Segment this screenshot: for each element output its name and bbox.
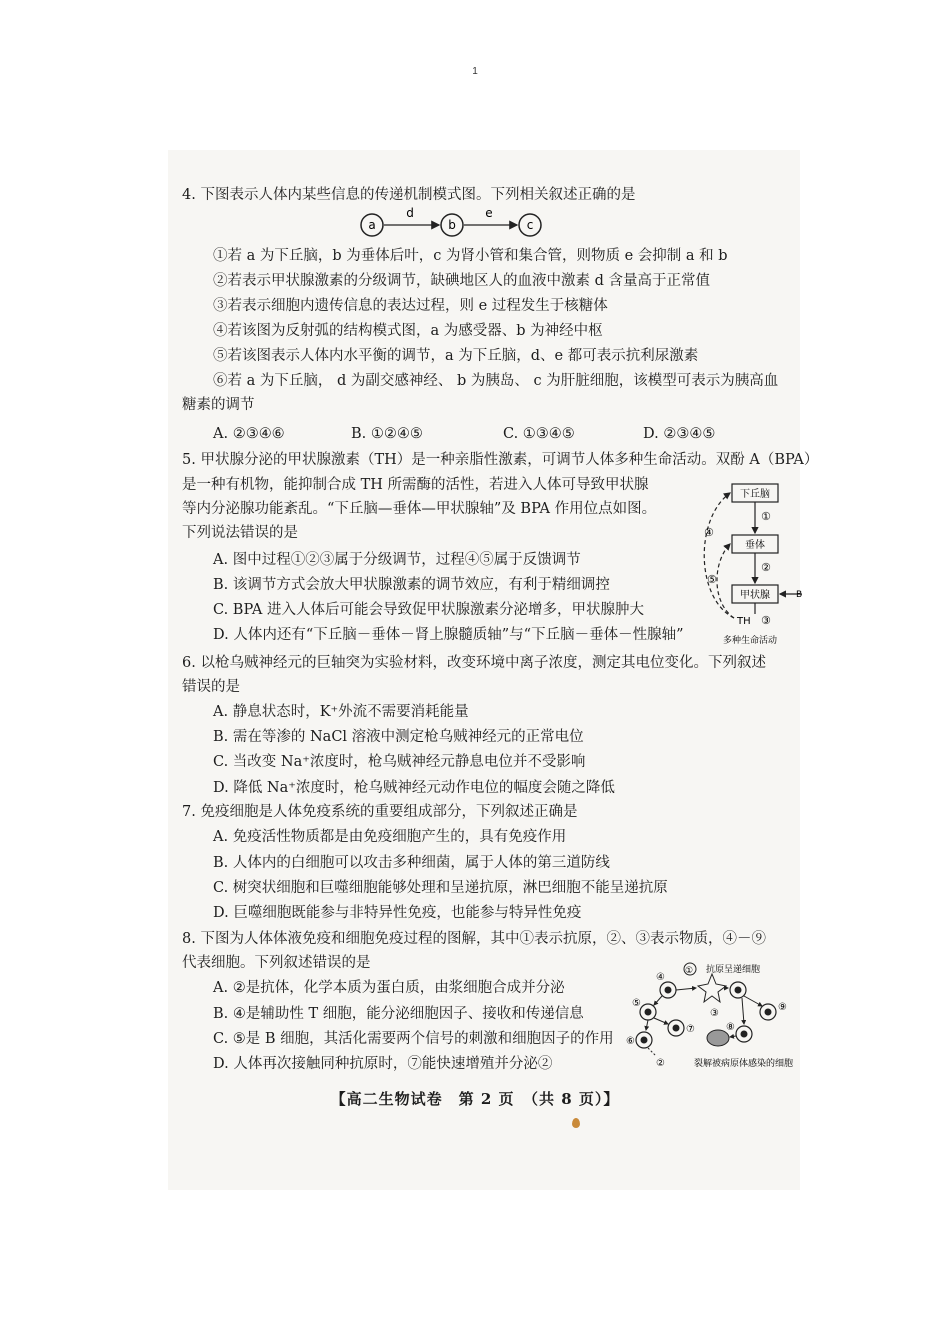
page-footer: 【高二生物试卷 第 2 页 （共 8 页）】 <box>330 1090 620 1108</box>
q5-hpt-axis-diagram <box>690 478 805 650</box>
q7-option-c[interactable]: C. 树突状细胞和巨噬细胞能够处理和呈递抗原，淋巴细胞不能呈递抗原 <box>213 880 668 896</box>
q7-option-d[interactable]: D. 巨噬细胞既能参与非特异性免疫，也能参与特异性免疫 <box>213 905 582 921</box>
q4-arrow-d-label: d <box>406 206 414 220</box>
q4-choice-a[interactable]: A. ②③④⑥ <box>213 426 285 442</box>
q4-choice-c[interactable]: C. ①③④⑤ <box>503 426 575 442</box>
q8-stem-2: 代表细胞。下列叙述错误的是 <box>182 955 371 971</box>
thyroid-label: 甲状腺 <box>740 590 770 601</box>
q4-item-3: ③若表示细胞内遗传信息的表达过程，则 e 过程发生于核糖体 <box>213 298 608 314</box>
q5-stem-3: 等内分泌腺功能紊乱。“下丘脑—垂体—甲状腺轴”及 BPA 作用位点如图。 <box>182 501 657 517</box>
q6-option-a[interactable]: A. 静息状态时，K⁺外流不需要消耗能量 <box>213 704 469 720</box>
svg-text:③: ③ <box>761 614 771 627</box>
bpa-label: B <box>796 590 803 600</box>
svg-text:⑨: ⑨ <box>778 1002 787 1013</box>
page-number: 1 <box>472 66 478 77</box>
q5-stem-4: 下列说法错误的是 <box>182 525 298 541</box>
q8-stem-1: 8. 下图为人体体液免疫和细胞免疫过程的图解，其中①表示抗原，②、③表示物质，④－⑨ <box>182 931 766 947</box>
lysis-label: 裂解被病原体感染的细胞 <box>694 1059 794 1069</box>
q4-item-2: ②若表示甲状腺激素的分级调节，缺碘地区人的血液中激素 d 含量高于正常值 <box>213 273 710 289</box>
q4-choice-d[interactable]: D. ②③④⑤ <box>643 426 716 442</box>
q8-option-b[interactable]: B. ④是辅助性 T 细胞，能分泌细胞因子、接收和传递信息 <box>213 1006 584 1022</box>
q6-stem-2: 错误的是 <box>182 679 240 695</box>
q6-option-d[interactable]: D. 降低 Na⁺浓度时，枪乌贼神经元动作电位的幅度会随之降低 <box>213 780 615 796</box>
svg-text:④: ④ <box>704 526 714 539</box>
q4-node-a-label: a <box>368 218 376 232</box>
q5-stem-1: 5. 甲状腺分泌的甲状腺激素（TH）是一种亲脂性激素，可调节人体多种生命活动。双酚 A（BPA） <box>182 452 819 468</box>
activity-label: 多种生命活动 <box>722 636 778 646</box>
q6-stem-1: 6. 以枪乌贼神经元的巨轴突为实验材料，改变环境中离子浓度，测定其电位变化。下列叙述 <box>182 655 766 671</box>
svg-text:①: ① <box>685 966 694 976</box>
q8-option-d[interactable]: D. 人体再次接触同种抗原时，⑦能快速增殖并分泌② <box>213 1056 553 1072</box>
th-label: TH <box>737 616 751 627</box>
svg-text:③: ③ <box>710 1008 719 1019</box>
q4-item-1: ①若 a 为下丘脑，b 为垂体后叶，c 为肾小管和集合管，则物质 e 会抑制 a 和 b <box>213 248 728 264</box>
q4-choice-b[interactable]: B. ①②④⑤ <box>351 426 423 442</box>
svg-text:⑤: ⑤ <box>707 573 717 586</box>
svg-text:②: ② <box>656 1058 665 1069</box>
q4-node-c-label: c <box>526 218 534 232</box>
q8-immune-diagram <box>626 960 808 1072</box>
q7-stem: 7. 免疫细胞是人体免疫系统的重要组成部分，下列叙述正确是 <box>182 804 578 820</box>
q8-option-a[interactable]: A. ②是抗体，化学本质为蛋白质，由浆细胞合成并分泌 <box>213 980 565 996</box>
hypothalamus-label: 下丘脑 <box>740 489 770 500</box>
apc-label: 抗原呈递细胞 <box>706 965 761 975</box>
q4-arrow-e-label: e <box>485 206 493 220</box>
q5-option-a[interactable]: A. 图中过程①②③属于分级调节，过程④⑤属于反馈调节 <box>213 552 581 568</box>
apc-cell <box>698 974 726 1002</box>
svg-text:⑤: ⑤ <box>632 998 641 1009</box>
infected-cell <box>707 1030 729 1046</box>
q4-item-6-cont: 糖素的调节 <box>182 397 255 413</box>
svg-text:②: ② <box>761 561 771 574</box>
scan-mark <box>572 1118 580 1128</box>
svg-text:⑥: ⑥ <box>626 1036 635 1047</box>
q4-node-b-label: b <box>448 218 456 232</box>
q4-item-4: ④若该图为反射弧的结构模式图，a 为感受器、b 为神经中枢 <box>213 323 603 339</box>
svg-text:④: ④ <box>656 972 665 983</box>
q5-option-b[interactable]: B. 该调节方式会放大甲状腺激素的调节效应，有利于精细调控 <box>213 577 610 593</box>
q7-option-a[interactable]: A. 免疫活性物质都是由免疫细胞产生的，具有免疫作用 <box>213 829 567 845</box>
q4-signal-diagram <box>355 206 555 240</box>
q4-item-5: ⑤若该图表示人体内水平衡的调节，a 为下丘脑，d、e 都可表示抗利尿激素 <box>213 348 699 364</box>
svg-text:⑦: ⑦ <box>686 1024 695 1035</box>
q4-item-6: ⑥若 a 为下丘脑， d 为副交感神经、 b 为胰岛、 c 为肝脏细胞，该模型可表示为胰高血 <box>213 373 779 389</box>
q6-option-b[interactable]: B. 需在等渗的 NaCl 溶液中测定枪乌贼神经元的正常电位 <box>213 729 584 745</box>
q6-option-c[interactable]: C. 当改变 Na⁺浓度时，枪乌贼神经元静息电位并不受影响 <box>213 754 586 770</box>
pituitary-label: 垂体 <box>745 540 765 551</box>
q5-stem-2: 是一种有机物，能抑制合成 TH 所需酶的活性，若进入人体可导致甲状腺 <box>182 477 649 493</box>
q5-option-c[interactable]: C. BPA 进入人体后可能会导致促甲状腺激素分泌增多，甲状腺肿大 <box>213 602 644 618</box>
svg-text:①: ① <box>761 510 771 523</box>
q5-option-d[interactable]: D. 人体内还有“下丘脑－垂体－肾上腺髓质轴”与“下丘脑－垂体－性腺轴” <box>213 627 684 643</box>
q8-option-c[interactable]: C. ⑤是 B 细胞，其活化需要两个信号的刺激和细胞因子的作用 <box>213 1031 614 1047</box>
svg-text:⑧: ⑧ <box>726 1022 735 1033</box>
q4-stem: 4. 下图表示人体内某些信息的传递机制模式图。下列相关叙述正确的是 <box>182 187 636 203</box>
q7-option-b[interactable]: B. 人体内的白细胞可以攻击多种细菌，属于人体的第三道防线 <box>213 855 610 871</box>
